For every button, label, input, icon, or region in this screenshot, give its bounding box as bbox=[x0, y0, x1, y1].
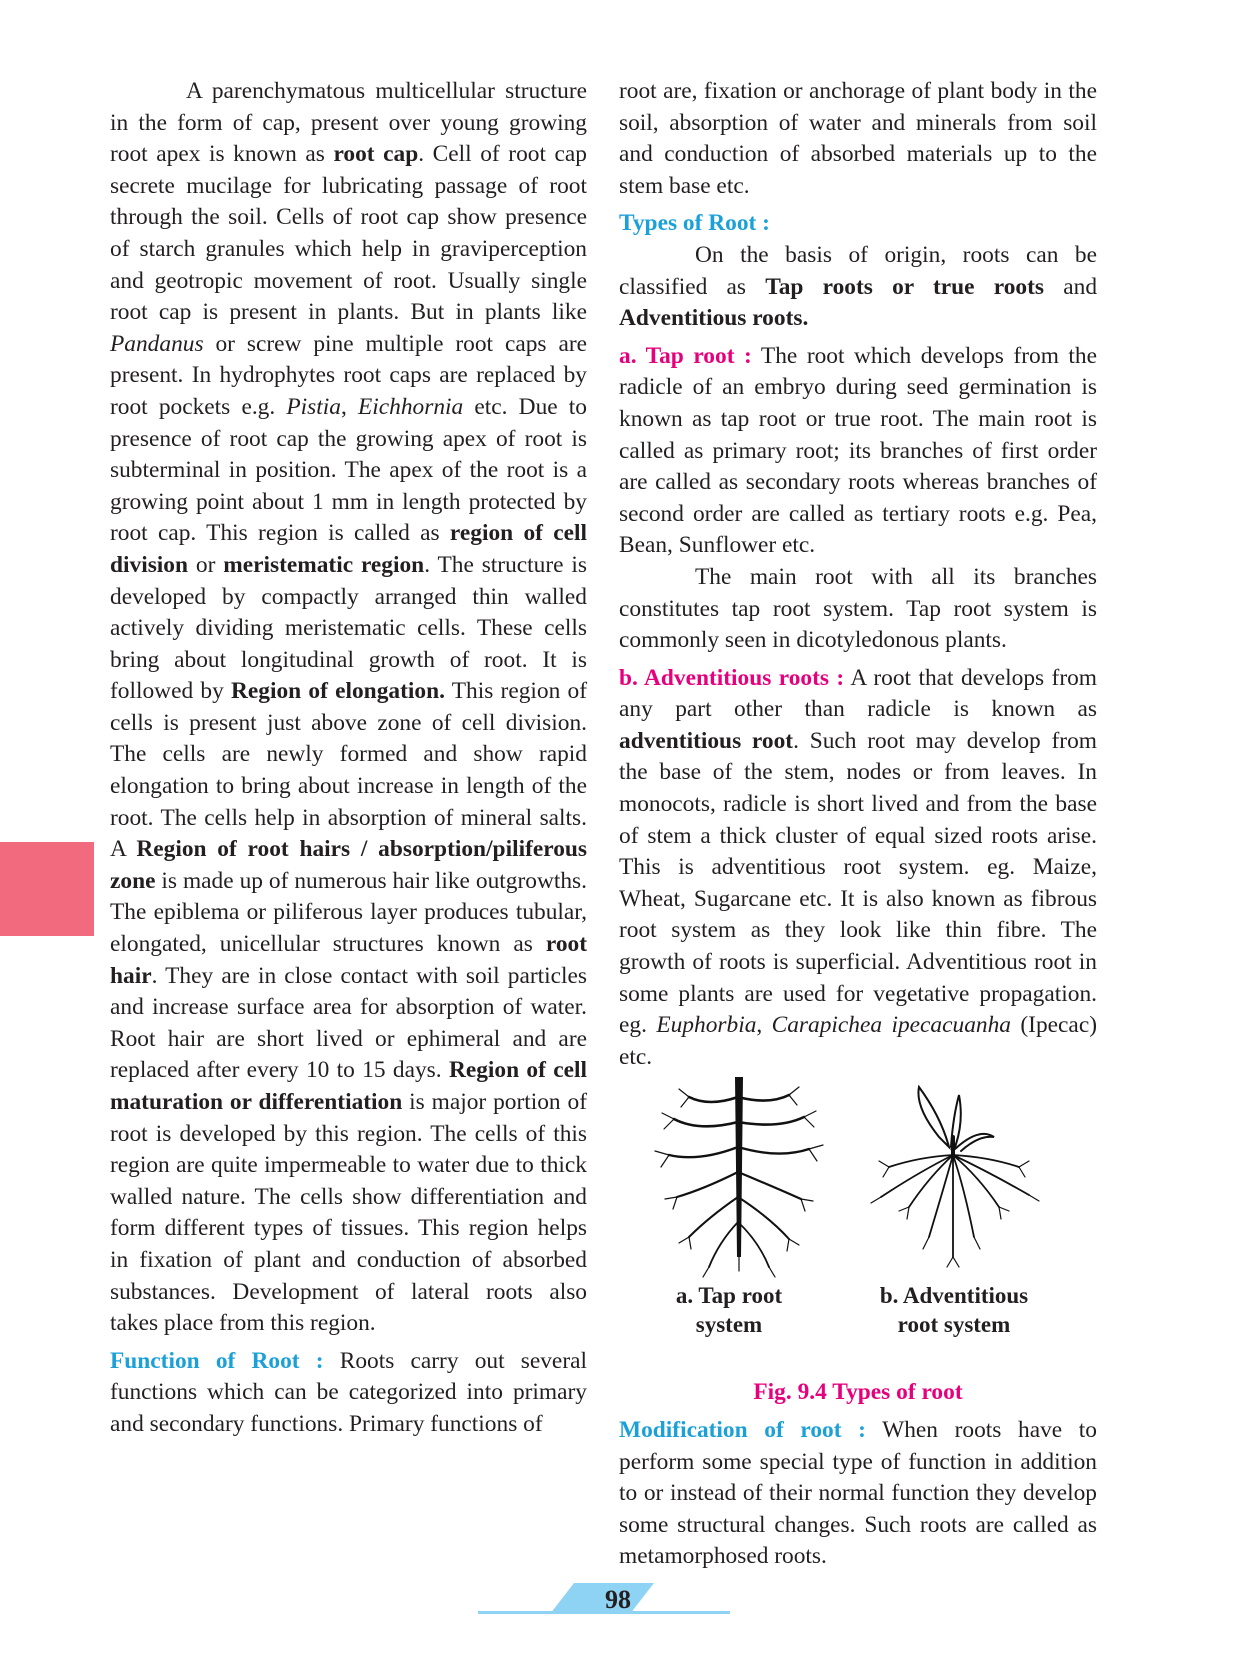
text-run: On the basis of origin, roots can be classified as bbox=[619, 241, 1097, 300]
section-heading: Modification of root : bbox=[619, 1417, 866, 1443]
left-column bbox=[110, 76, 587, 1441]
adventitious-root-label bbox=[854, 1281, 1054, 1339]
adventitious-root-illustration bbox=[871, 1087, 1039, 1267]
italic-term: Pandanus bbox=[110, 330, 204, 357]
adventitious-root-label-line1: b. Adventitious bbox=[879, 1283, 1029, 1309]
text-run: Roots carry out several functions which can be categorized into primary and secondary functions. Primary functions of bbox=[110, 1347, 587, 1437]
root-types-figure bbox=[619, 1077, 1097, 1377]
page-number-band bbox=[478, 1583, 730, 1617]
bold-term: Adventitious roots. bbox=[619, 305, 809, 332]
text-run: is made up of numerous hair like outgrowths. The epiblema or piliferous layer produces tubular, elongated, unicellular structures known as bbox=[110, 867, 587, 958]
adventitious-roots-paragraph bbox=[619, 663, 1097, 1074]
root-functions-paragraph bbox=[619, 76, 1097, 202]
root-cap-paragraph bbox=[110, 76, 587, 1340]
text-run: root are, fixation or anchorage of plant body in the soil, absorption of water and minerals from soil and conduction of absorbed materials up to the stem base etc. bbox=[619, 78, 1097, 199]
right-column bbox=[619, 76, 1097, 1573]
types-of-root-heading bbox=[619, 208, 1097, 240]
bold-term: root hair bbox=[110, 931, 587, 989]
tap-root-label-line2: system bbox=[695, 1312, 763, 1338]
text-run: is major portion of root is developed by this region. The cells of this region are quite impermeable to water due to thick walled nature. The cells show differentiation and form different types of tissues. This region helps in fixation of plant and conduction of absorbed substances. Development of lateral roots also takes place from this region. bbox=[110, 1089, 587, 1337]
function-of-root-paragraph bbox=[110, 1346, 587, 1441]
bold-term: region of cell division bbox=[110, 520, 588, 578]
adventitious-root-label-line2: root system bbox=[897, 1312, 1011, 1338]
tap-root-label bbox=[619, 1281, 839, 1339]
bold-term: meristematic region bbox=[223, 551, 425, 578]
tap-root-label-line1: a. Tap root bbox=[675, 1283, 783, 1309]
section-heading: Function of Root : bbox=[110, 1347, 324, 1374]
text-run: , bbox=[340, 393, 358, 420]
text-run: When roots have to perform some special type of function in addition to or instead of their normal function they develop some structural changes. Such roots are called as metamorphosed roots. bbox=[619, 1417, 1098, 1570]
text-run: , bbox=[756, 1012, 772, 1039]
text-run: or screw pine multiple root caps are present. In hydrophytes root caps are replaced by root pockets e.g. bbox=[110, 330, 587, 420]
page-number: 98 bbox=[605, 1585, 631, 1614]
text-run: A root that develops from any part other than radicle is known as bbox=[619, 664, 1098, 723]
text-run: or bbox=[188, 551, 224, 578]
subsection-heading: a. Tap root : bbox=[619, 342, 752, 369]
text-run: . They are in close contact with soil particles and increase surface area for absorption of water. Root hair are short lived or ephimeral and are replaced after every 10 to 15 days. bbox=[110, 962, 587, 1084]
italic-term: Carapichea ipecacuanha bbox=[771, 1012, 1011, 1039]
modification-of-root-paragraph bbox=[619, 1415, 1097, 1573]
italic-term: Euphorbia bbox=[656, 1012, 757, 1039]
section-heading: Types of Root : bbox=[619, 210, 770, 237]
text-run: The main root with all its branches constitutes tap root system. Tap root system is commonly seen in dicotyledonous plants. bbox=[619, 563, 1097, 654]
side-tab-marker bbox=[0, 842, 94, 936]
italic-term: Pistia bbox=[286, 393, 341, 420]
text-run: (Ipecac) etc. bbox=[619, 1012, 1097, 1070]
text-run: This region of cells is present just above zone of cell division. The cells are newly formed and show rapid elongation to bring about increase in length of the root. The cells help in absorption of mineral salts. A bbox=[110, 678, 587, 863]
tap-root-system-paragraph bbox=[619, 562, 1097, 657]
text-run: . Cell of root cap secrete mucilage for lubricating passage of root through the soil. Cells of root cap show presence of starch granules which help in graviperception and geotropic movement of root. Usually single root cap is present in plants. But in plants like bbox=[110, 141, 587, 326]
bold-term: Tap roots or true roots bbox=[765, 273, 1045, 300]
subsection-heading: b. Adventitious roots : bbox=[619, 664, 845, 691]
text-run: etc. Due to presence of root cap the growing apex of root is subterminal in position. The apex of the root is a growing point about 1 mm in length protected by root cap. This region is called as bbox=[110, 393, 587, 547]
text-run: . Such root may develop from the base of the stem, nodes or from leaves. In monocots, radicle is short lived and from the base of stem a thick cluster of equal sized roots arise. This is adventitious root system. eg. Maize, Wheat, Sugarcane etc. It is also known as fibrous root system as they look like thin fibre. The growth of roots is superficial. Adventitious root in some plants are used for vegetative propagation. eg. bbox=[619, 727, 1097, 1039]
bold-term: Region of root hairs / absorption/piliferous zone bbox=[110, 836, 588, 894]
figure-caption: Fig. 9.4 Types of root bbox=[753, 1379, 963, 1406]
bold-term: adventitious root bbox=[619, 727, 794, 754]
types-of-root-paragraph bbox=[619, 240, 1097, 335]
text-run: . The structure is developed by compactly arranged thin walled actively dividing meristematic cells. These cells bring about longitudinal growth of root. It is followed by bbox=[110, 551, 587, 705]
text-run: The root which develops from the radicle of an embryo during seed germination is known as tap root or true root. The main root is called as primary root; its branches of first order are called as secondary roots whereas branches of second order are called as tertiary roots e.g. Pea, Bean, Sunflower etc. bbox=[619, 342, 1097, 559]
bold-term: Region of cell maturation or differentiation bbox=[110, 1057, 587, 1115]
italic-term: Eichhornia bbox=[358, 393, 464, 420]
tap-root-illustration bbox=[655, 1077, 823, 1277]
text-run: and bbox=[1044, 273, 1098, 300]
text-run: A parenchymatous multicellular structure in the form of cap, present over young growing root apex is known as bbox=[110, 78, 587, 168]
bold-term: Region of elongation. bbox=[231, 678, 445, 705]
tap-root-paragraph bbox=[619, 341, 1097, 562]
bold-term: root cap bbox=[333, 141, 419, 168]
